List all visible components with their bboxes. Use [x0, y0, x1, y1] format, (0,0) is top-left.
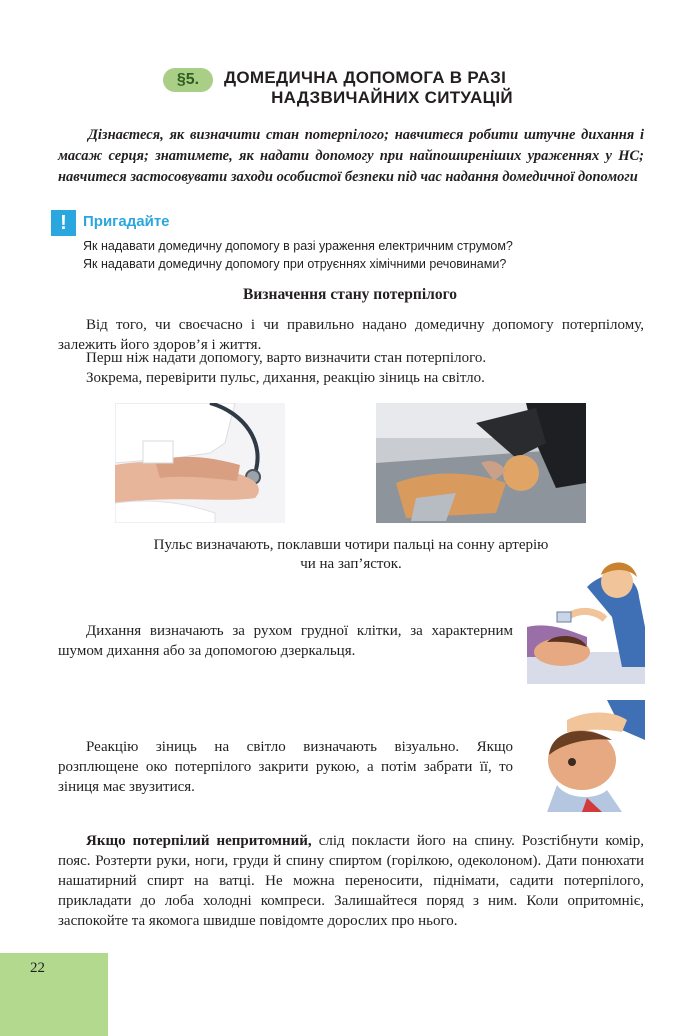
section-badge: §5. [163, 68, 213, 92]
section-title [222, 68, 562, 108]
wrist-pulse-photo [115, 403, 285, 523]
caption-line-1: Пульс визначають, поклавши чотири пальці на сонну артерію [153, 537, 549, 553]
section-title-line1: ДОМЕДИЧНА ДОПОМОГА В РАЗІ [224, 68, 507, 87]
paragraph-3: Зокрема, перевірити пульс, дихання, реакцію зіниць на світло. [86, 370, 485, 386]
intro-text: Дізнаєтеся, як визначити стан потерпілого; навчитеся робити штучне дихання і масаж серця; знатимете, як надати допомогу при найпоширеніших ураженнях у НС; навчитеся застосовувати заходи особистої безпеки під час надання домедичної допомоги [58, 127, 644, 185]
unconscious-lead: Якщо потерпілий непритомний, [86, 833, 312, 849]
pupils-text: Реакцію зіниць на світло визначають візуально. Якщо розплющене око потерпілого закрити рукою, а потім забрати її, то зіниця має звузитися. [58, 739, 513, 795]
paragraph-2: Перш ніж надати допомогу, варто визначити стан потерпілого. [86, 350, 487, 366]
pupil-illustration [527, 700, 645, 812]
carotid-pulse-photo [376, 403, 586, 523]
section-title-line2: НАДЗВИЧАЙНИХ СИТУАЦІЙ [271, 88, 513, 107]
footer-bar [0, 953, 108, 1036]
paragraph-1: Від того, чи своєчасно і чи правильно надано домедичну допомогу потерпілому, залежить його здоров’я і життя. [58, 317, 644, 353]
recall-question-1: Як надавати домедичну допомогу в разі ураження електричним струмом? [83, 239, 513, 253]
breathing-text: Дихання визначають за рухом грудної клітки, за характерним шумом дихання або за допомогою дзеркальця. [58, 623, 513, 659]
recall-title: Пригадайте [83, 213, 170, 230]
subheading: Визначення стану потерпілого [243, 286, 457, 303]
breathing-illustration [527, 557, 645, 684]
recall-question-2: Як надавати домедичну допомогу при отруєннях хімічними речовинами? [83, 257, 507, 271]
caption-line-2: чи на зап’ясток. [300, 556, 402, 572]
unconscious-text [58, 831, 644, 931]
page-number: 22 [30, 960, 45, 976]
unconscious-body: слід покласти його на спину. Розстібнути комір, пояс. Розтерти руки, ноги, груди й спину спиртом (горілкою, одеколоном). Дати понюхати нашатирний спирт на ватці. Не можна переносити, піднімати, садити потерпілого, прикладати до лоба холодні компреси. Залишайтеся поряд з ним. Коли опритомніє, заспокойте та якомога швидше повідомте дорослих про нього. [58, 833, 644, 929]
exclamation-icon: ! [51, 210, 76, 236]
